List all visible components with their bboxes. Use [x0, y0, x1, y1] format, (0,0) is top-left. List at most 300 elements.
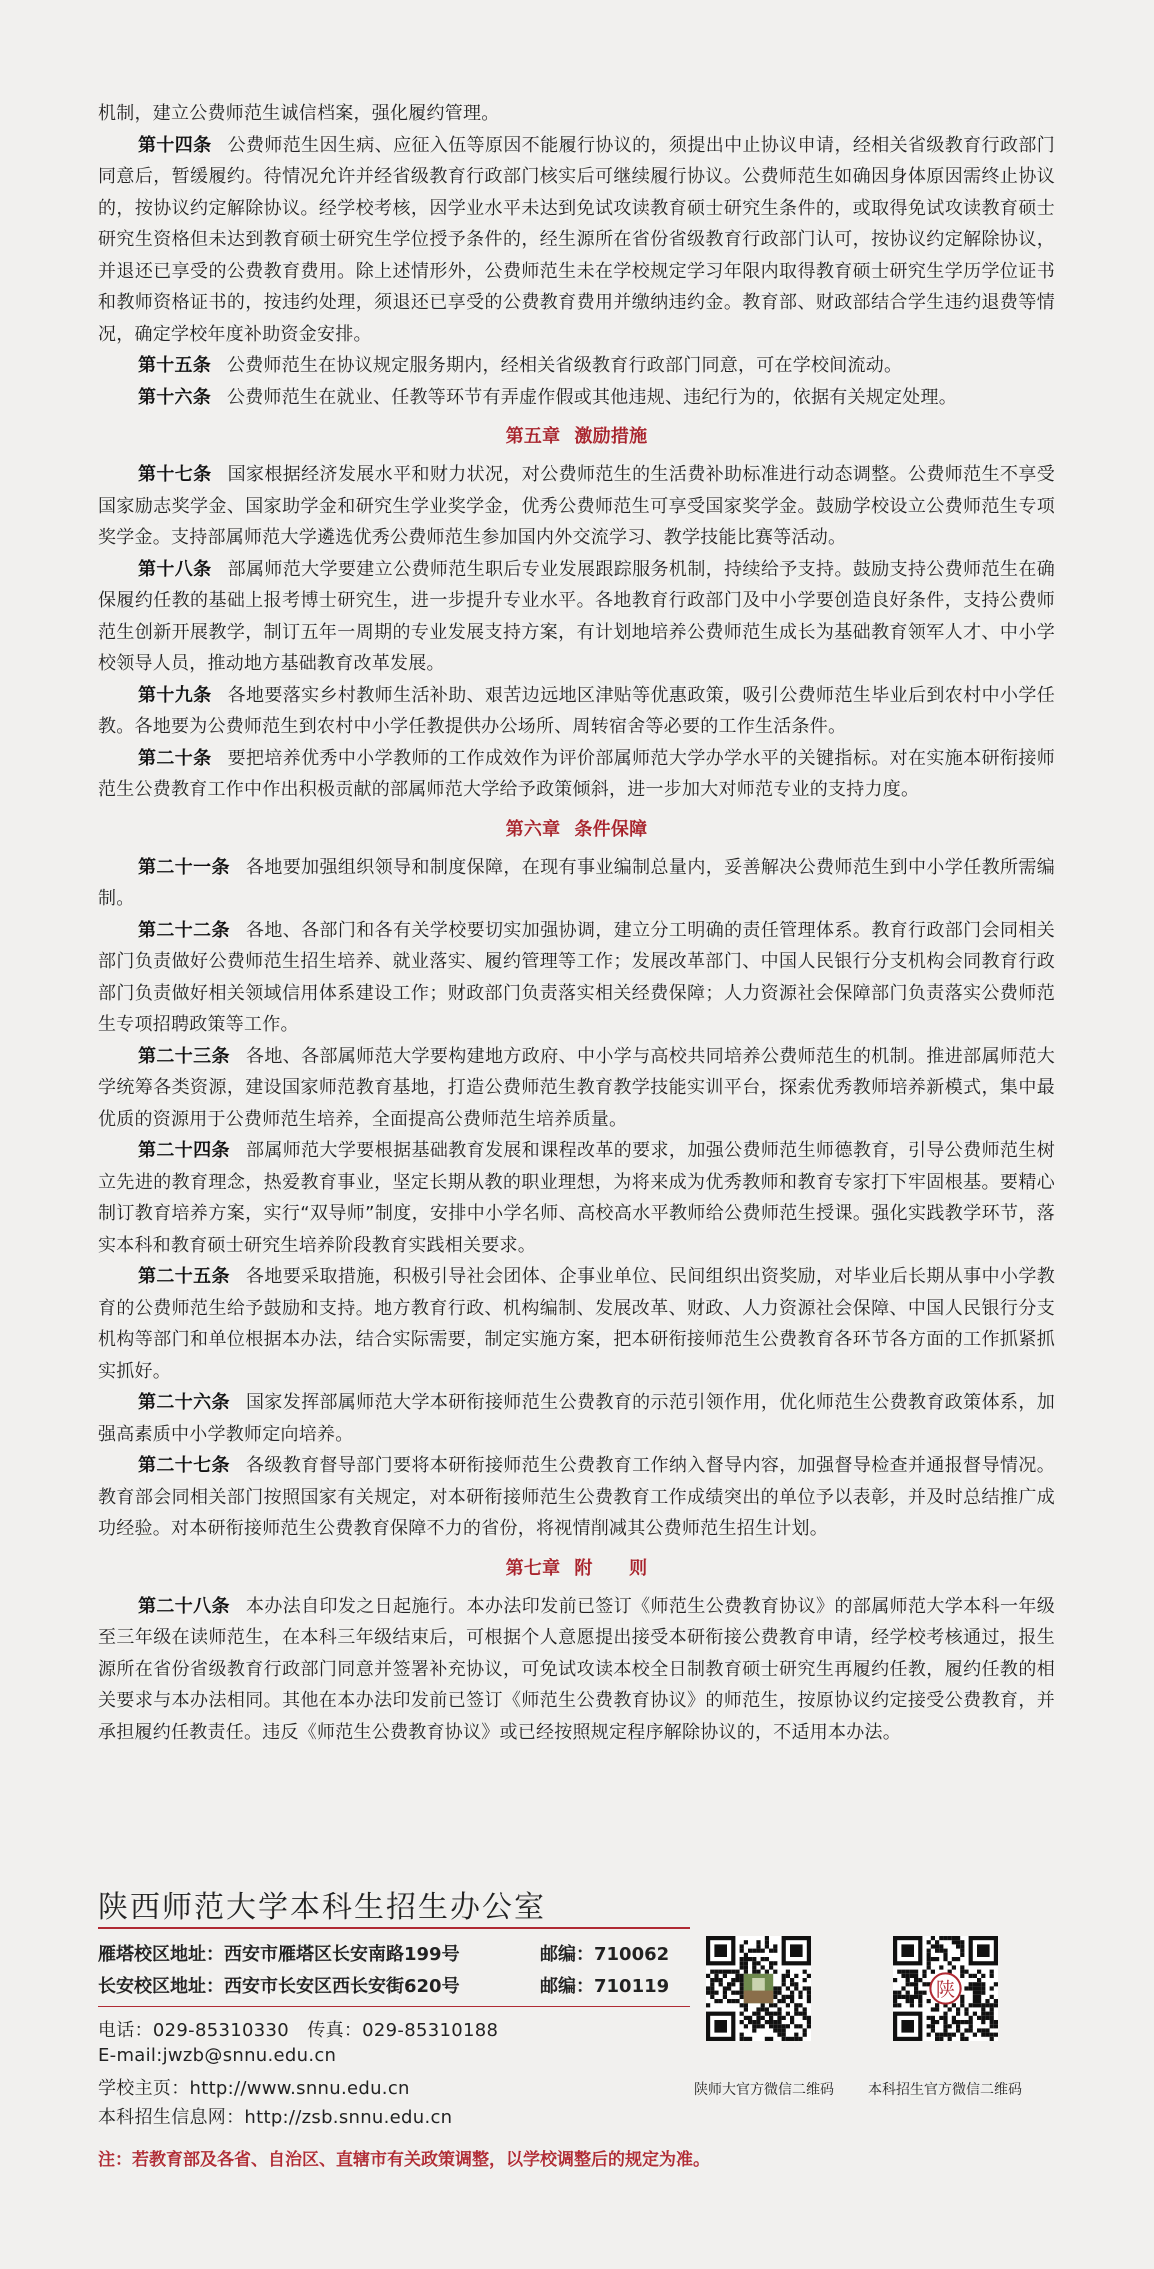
- qr-module: [985, 2033, 989, 2037]
- qr-module: [807, 1995, 811, 1999]
- article-20: [98, 743, 1055, 806]
- qr-module: [906, 1995, 910, 1999]
- article-text: 要把培养优秀中小学教师的工作成效作为评价部属师范大学办学水平的关键指标。对在实施本研衔接师范生公费教育工作中作出积极贡献的部属师范大学给予政策倾斜，进一步加大对师范专业的支持力度。: [98, 747, 1055, 800]
- qr-module: [969, 2028, 973, 2032]
- qr-module: [752, 1949, 756, 1953]
- qr-module: [761, 2024, 765, 2028]
- qr-module: [790, 1995, 794, 1999]
- qr-module: [740, 2037, 744, 2041]
- qr-module: [977, 1995, 981, 1999]
- qr-module: [769, 2037, 773, 2041]
- qr-module: [794, 2037, 798, 2041]
- qr-module: [914, 1986, 918, 1990]
- qr-module: [765, 2037, 769, 2041]
- qr-module: [761, 1957, 765, 1961]
- qr-module: [756, 2012, 760, 2016]
- qr-module: [777, 2028, 781, 2032]
- qr-module: [777, 2020, 781, 2024]
- qr-module: [756, 1970, 760, 1974]
- qr-module: [964, 2020, 968, 2024]
- qr-module: [714, 1991, 718, 1995]
- qr-module: [731, 1982, 735, 1986]
- yanta-postcode: 邮编：710062: [540, 1944, 670, 1965]
- qr-module: [769, 1965, 773, 1969]
- qr-module: [761, 1949, 765, 1953]
- email-link[interactable]: E-mail:jwzb@snnu.edu.cn: [98, 2045, 337, 2066]
- article-label: 第十八条: [138, 558, 212, 580]
- qr-module: [735, 1974, 739, 1978]
- qr-module: [901, 1986, 905, 1990]
- qr2-caption: 本科招生官方微信二维码: [868, 2082, 1022, 2098]
- qr-module: [948, 1936, 952, 1940]
- qr-module: [777, 2016, 781, 2020]
- qr-module: [960, 1999, 964, 2003]
- qr-module: [960, 1949, 964, 1953]
- qr-module: [981, 2020, 985, 2024]
- qr-module: [756, 1961, 760, 1965]
- qr-module: [719, 1982, 723, 1986]
- qr-module: [710, 1991, 714, 1995]
- qr-module: [956, 2007, 960, 2011]
- qr-module: [943, 2012, 947, 2016]
- qr-module: [735, 1999, 739, 2003]
- qr-module: [803, 2016, 807, 2020]
- qr-module: [931, 1936, 935, 1940]
- qr-module: [777, 2007, 781, 2011]
- qr-module: [973, 2033, 977, 2037]
- changan-campus-address: [98, 1972, 670, 1998]
- qr-module: [914, 1991, 918, 1995]
- qr-module: [927, 2016, 931, 2020]
- qr-module: [765, 1944, 769, 1948]
- qr-module: [990, 2012, 994, 2016]
- qr-module: [723, 1974, 727, 1978]
- qr-module: [773, 1970, 777, 1974]
- qr-module: [744, 1953, 748, 1957]
- qr-module: [740, 1957, 744, 1961]
- qr-module: [960, 2020, 964, 2024]
- qr-module: [994, 2024, 998, 2028]
- qr-module: [973, 1995, 977, 1999]
- article-label: 第二十四条: [138, 1140, 230, 1161]
- article-text: 各地要加强组织领导和制度保障，在现有事业编制总量内，妥善解决公费师范生到中小学任教所需编制。: [98, 856, 1055, 909]
- chapter-title: 条件保障: [574, 818, 648, 840]
- qr-module: [952, 2020, 956, 2024]
- qr-module: [973, 1982, 977, 1986]
- qr-module: [790, 1982, 794, 1986]
- qr-module: [960, 1995, 964, 1999]
- qr-finder-core: [901, 2020, 914, 2033]
- article-text: 各地、各部属师范大学要构建地方政府、中小学与高校共同培养公费师范生的机制。推进部属师范大学统筹各类资源，建设国家师范教育基地，打造公费师范生教育教学技能实训平台，探索优秀教师培养新模式，集中最优质的资源用于公费师范生培养，全面提高公费师范生培养质量。: [98, 1045, 1055, 1130]
- qr-module: [922, 1970, 926, 1974]
- qr-module: [939, 1936, 943, 1940]
- qr-module: [973, 2003, 977, 2007]
- qr-module: [977, 2028, 981, 2032]
- article-label: 第十五条: [138, 355, 211, 376]
- qr-module: [897, 2003, 901, 2007]
- qr-module: [943, 1949, 947, 1953]
- article-15: [98, 350, 1055, 382]
- qr-module: [985, 2003, 989, 2007]
- qr-module: [994, 2033, 998, 2037]
- qr-module: [990, 2024, 994, 2028]
- qr-module: [952, 2033, 956, 2037]
- article-text: 各级教育督导部门要将本研衔接师范生公费教育工作纳入督导内容，加强督导检查并通报督导情况。教育部会同相关部门按照国家有关规定，对本研衔接师范生公费教育工作成绩突出的单位予以表彰，并及时总结推广成功经验。对本研衔接师范生公费教育保障不力的省份，将视情削减其公费师范生招生计划。: [98, 1455, 1055, 1539]
- qr-module: [798, 1991, 802, 1995]
- qr-module: [897, 1995, 901, 1999]
- qr-module: [719, 1970, 723, 1974]
- qr-module: [786, 2037, 790, 2041]
- qr-module: [769, 2012, 773, 2016]
- qr-module: [985, 2012, 989, 2016]
- qr-module: [748, 2020, 752, 2024]
- qr-module: [927, 1940, 931, 1944]
- qr-module: [897, 1970, 901, 1974]
- office-name: 陕西师范大学本科生招生办公室: [98, 1890, 546, 1925]
- qr-module: [969, 2016, 973, 2020]
- qr-module: [786, 2024, 790, 2028]
- article-label: 第二十条: [138, 747, 212, 769]
- qr-module: [956, 2020, 960, 2024]
- qr-module: [939, 1949, 943, 1953]
- article-text: 公费师范生在协议规定服务期内，经相关省级教育行政部门同意，可在学校间流动。: [227, 355, 903, 376]
- qr-module: [798, 1995, 802, 1999]
- qr-module: [981, 1974, 985, 1978]
- qr-finder-core: [977, 1944, 990, 1957]
- qr-module: [756, 2020, 760, 2024]
- qr-module: [727, 1999, 731, 2003]
- qr-module: [740, 1986, 744, 1990]
- qr-module: [803, 1978, 807, 1982]
- phone-fax: 电话：029-85310330 传真：029-85310188: [98, 2020, 499, 2041]
- qr-module: [901, 1995, 905, 1999]
- intro-text: 机制，建立公费师范生诚信档案，强化履约管理。: [98, 103, 500, 124]
- article-label: 第二十七条: [138, 1455, 230, 1476]
- qr1-caption: 陕师大官方微信二维码: [694, 2082, 834, 2098]
- qr-module: [803, 1970, 807, 1974]
- qr-module: [918, 1978, 922, 1982]
- qr-module: [790, 1999, 794, 2003]
- qr-module: [931, 1957, 935, 1961]
- qr-module: [935, 1957, 939, 1961]
- qr-module: [956, 1936, 960, 1940]
- qr-module: [960, 2037, 964, 2041]
- article-label: 第二十六条: [138, 1392, 230, 1413]
- qr-module: [969, 1982, 973, 1986]
- qr-module: [952, 1940, 956, 1944]
- qr-module: [773, 1944, 777, 1948]
- qr-module: [744, 2037, 748, 2041]
- qr-module: [731, 1978, 735, 1982]
- qr-module: [977, 2016, 981, 2020]
- qr-module: [914, 1974, 918, 1978]
- qr-module: [906, 1970, 910, 1974]
- qr-module: [744, 1961, 748, 1965]
- chapter-number: 第七章: [505, 1557, 561, 1579]
- changan-address: 长安校区地址：西安市长安区西长安街620号: [98, 1976, 460, 1997]
- article-text: 国家根据经济发展水平和财力状况，对公费师范生的生活费补助标准进行动态调整。公费师范生不享受国家励志奖学金、国家助学金和研究生学业奖学金，优秀公费师范生可享受国家奖学金。鼓励学校设立公费师范生专项奖学金。支持部属师范大学遴选优秀公费师范生参加国内外交流学习、教学技能比赛等活动。: [98, 464, 1055, 548]
- qr-module: [773, 2003, 777, 2007]
- qr-module: [773, 2020, 777, 2024]
- qr-module: [786, 1974, 790, 1978]
- qr-module: [910, 2003, 914, 2007]
- article-text: 公费师范生在就业、任教等环节有弄虚作假或其他违规、违纪行为的，依据有关规定处理。: [227, 386, 957, 408]
- qr-finder-core: [714, 2020, 727, 2033]
- qr-module: [740, 1978, 744, 1982]
- qr-module: [723, 1986, 727, 1990]
- qr-module: [752, 2020, 756, 2024]
- qr-module: [765, 1940, 769, 1944]
- article-text: 各地、各部门和各有关学校要切实加强协调，建立分工明确的责任管理体系。教育行政部门会同相关部门负责做好公费师范生招生培养、就业落实、履约管理等工作；发展改革部门、中国人民银行分支机构会同教育行政部门负责做好相关领域信用体系建设工作；财政部门负责落实相关经费保障；人力资源社会保障部门负责落实公费师范生专项招聘政策等工作。: [98, 919, 1055, 1035]
- qr-module: [994, 2020, 998, 2024]
- qr-module: [706, 1974, 710, 1978]
- qr-module: [769, 1961, 773, 1965]
- chapter-number: 第六章: [505, 818, 561, 840]
- qr-module: [756, 2024, 760, 2028]
- qr-module: [773, 1961, 777, 1965]
- qr-module: [786, 1995, 790, 1999]
- qr-module: [985, 2028, 989, 2032]
- qr-module: [906, 1974, 910, 1978]
- qr-module: [927, 2033, 931, 2037]
- qr-module: [977, 1970, 981, 1974]
- qr-module: [782, 2028, 786, 2032]
- qr-module: [740, 2020, 744, 2024]
- qr-module: [910, 1995, 914, 1999]
- qr-module: [756, 2016, 760, 2020]
- qr-module: [719, 1978, 723, 1982]
- qr-module: [748, 2016, 752, 2020]
- qr-module: [782, 2016, 786, 2020]
- qr-module: [807, 1991, 811, 1995]
- qr-module: [790, 1978, 794, 1982]
- qr-module: [910, 1999, 914, 2003]
- qr-module: [798, 2024, 802, 2028]
- qr-module: [931, 1970, 935, 1974]
- homepage-link[interactable]: 学校主页：http://www.snnu.edu.cn: [98, 2078, 410, 2099]
- chapter-5-heading: [98, 421, 1055, 452]
- qr-module: [956, 1957, 960, 1961]
- qr-module: [786, 1970, 790, 1974]
- qr-module: [706, 1991, 710, 1995]
- qr-module: [756, 2007, 760, 2011]
- qr-module: [990, 1974, 994, 1978]
- qr-module: [956, 1940, 960, 1944]
- article-23: [98, 1041, 1055, 1136]
- qr-module: [777, 2024, 781, 2028]
- article-17: [98, 459, 1055, 554]
- qr-module: [918, 1995, 922, 1999]
- qr-module: [782, 1982, 786, 1986]
- admission-site-link[interactable]: 本科招生信息网：http://zsb.snnu.edu.cn: [98, 2107, 453, 2128]
- qr-module: [765, 1970, 769, 1974]
- qr-module: [935, 1940, 939, 1944]
- qr-module: [761, 1965, 765, 1969]
- qr-module: [794, 2012, 798, 2016]
- qr-module: [952, 1936, 956, 1940]
- qr-module: [927, 2024, 931, 2028]
- qr-module: [922, 1974, 926, 1978]
- qr-module: [964, 2028, 968, 2032]
- qr-module: [769, 2016, 773, 2020]
- qr-module: [807, 1999, 811, 2003]
- article-28: [98, 1591, 1055, 1749]
- qr-module: [952, 1965, 956, 1969]
- qr-module: [773, 1986, 777, 1990]
- qr-module: [931, 2020, 935, 2024]
- qr-module: [935, 2037, 939, 2041]
- chapter-title: 激励措施: [574, 426, 648, 447]
- article-label: 第二十五条: [138, 1266, 230, 1287]
- qr-module: [727, 1986, 731, 1990]
- qr-module: [735, 1991, 739, 1995]
- qr-module: [744, 1957, 748, 1961]
- qr-module: [981, 2003, 985, 2007]
- article-text: 公费师范生因生病、应征入伍等原因不能履行协议的，须提出中止协议申请，经相关省级教育行政部门同意后，暂缓履约。待情况允许并经省级教育行政部门核实后可继续履行协议。公费师范生如确因身体原因需终止协议的，按协议约定解除协议。经学校考核，因学业水平未达到免试攻读教育硕士研究生条件的，或取得免试攻读教育硕士研究生资格但未达到教育硕士研究生学位授予条件的，经生源所在省份省级教育行政部门认可，按协议约定解除协议，并退还已享受的公费教育费用。除上述情形外，公费师范生未在学校规定学习年限内取得教育硕士研究生学历学位证书和教师资格证书的，按违约处理，须退还已享受的公费教育费用并缴纳违约金。教育部、财政部结合学生违约退费等情况，确定学校年度补助资金安排。: [98, 134, 1055, 345]
- qr-module: [782, 1999, 786, 2003]
- qr-module: [773, 1991, 777, 1995]
- qr-module: [752, 1970, 756, 1974]
- qr-module: [927, 1999, 931, 2003]
- article-text: 各地要采取措施，积极引导社会团体、企事业单位、民间组织出资奖励，对毕业后长期从事中小学教育的公费师范生给予鼓励和支持。地方教育行政、机构编制、发展改革、财政、人力资源社会保障、中国人民银行分支机构等部门和单位根据本办法，结合实际需要，制定实施方案，把本研衔接师范生公费教育各环节各方面的工作抓紧抓实抓好。: [98, 1266, 1055, 1382]
- qr-module: [740, 2003, 744, 2007]
- qr-module: [960, 2003, 964, 2007]
- qr-module: [777, 2033, 781, 2037]
- qr-module: [893, 1999, 897, 2003]
- qr-module: [981, 2028, 985, 2032]
- qr-module: [752, 1957, 756, 1961]
- qr-module: [794, 2033, 798, 2037]
- qr-module: [969, 1986, 973, 1990]
- qr-module: [977, 1999, 981, 2003]
- article-22: [98, 915, 1055, 1041]
- article-label: 第十四条: [138, 134, 212, 156]
- qr-module: [782, 2024, 786, 2028]
- qr-module: [794, 2003, 798, 2007]
- qr-module: [773, 1949, 777, 1953]
- qr-module: [927, 1961, 931, 1965]
- qr-module: [807, 2020, 811, 2024]
- qr-module: [803, 2012, 807, 2016]
- qr-module: [777, 1999, 781, 2003]
- qr-module: [773, 1995, 777, 1999]
- qr-module: [731, 1991, 735, 1995]
- qr-module: [893, 1978, 897, 1982]
- qr-module: [948, 2033, 952, 2037]
- qr-module: [714, 1978, 718, 1982]
- qr-module: [803, 2033, 807, 2037]
- qr-module: [710, 1982, 714, 1986]
- qr-module: [969, 1974, 973, 1978]
- qr-module: [977, 1991, 981, 1995]
- qr-module: [994, 1982, 998, 1986]
- qr-module: [956, 2012, 960, 2016]
- article-26: [98, 1387, 1055, 1450]
- article-label: 第二十一条: [138, 856, 230, 878]
- qr-module: [706, 1986, 710, 1990]
- qr-module: [765, 2012, 769, 2016]
- qr-module: [740, 2012, 744, 2016]
- qr-module: [948, 1961, 952, 1965]
- qr-module: [973, 1999, 977, 2003]
- qr-module: [710, 1978, 714, 1982]
- qr-module: [943, 1936, 947, 1940]
- qr-module: [981, 2007, 985, 2011]
- qr-module: [990, 1970, 994, 1974]
- qr-module: [893, 1991, 897, 1995]
- qr-module: [723, 1970, 727, 1974]
- qr-module: [943, 1953, 947, 1957]
- article-text: 国家发挥部属师范大学本研衔接师范生公费教育的示范引领作用，优化师范生公费教育政策体系，加强高素质中小学教师定向培养。: [98, 1392, 1055, 1445]
- article-16: [98, 382, 1055, 414]
- qr-module: [914, 1995, 918, 1999]
- qr-module: [786, 2012, 790, 2016]
- qr-module: [969, 2020, 973, 2024]
- qr-module: [939, 1965, 943, 1969]
- qr-module: [939, 2037, 943, 2041]
- changan-postcode: 邮编：710119: [540, 1976, 670, 1997]
- qr-module: [782, 2037, 786, 2041]
- qr-module: [740, 1961, 744, 1965]
- qr-module: [710, 1986, 714, 1990]
- qr-module: [956, 2024, 960, 2028]
- qr-module: [807, 2016, 811, 2020]
- qr-module: [769, 1949, 773, 1953]
- qr-module: [960, 2033, 964, 2037]
- qr-module: [918, 1991, 922, 1995]
- qr-module: [740, 2033, 744, 2037]
- qr-module: [803, 2028, 807, 2032]
- qr-module: [761, 2016, 765, 2020]
- qr-module: [727, 1982, 731, 1986]
- qr-code-icon: [893, 1936, 998, 2041]
- qr-module: [973, 1991, 977, 1995]
- qr-module: [943, 1957, 947, 1961]
- chapter-title: 附 则: [574, 1557, 648, 1579]
- qr-module: [786, 1986, 790, 1990]
- qr-module: [906, 1978, 910, 1982]
- qr-module: [893, 2003, 897, 2007]
- article-label: 第十九条: [138, 684, 212, 706]
- article-14: [98, 130, 1055, 351]
- qr-module: [714, 1970, 718, 1974]
- qr-module: [790, 2037, 794, 2041]
- qr-module: [803, 1986, 807, 1990]
- qr-module: [981, 2033, 985, 2037]
- qr-module: [744, 2016, 748, 2020]
- qr-module: [740, 1974, 744, 1978]
- qr-module: [765, 1936, 769, 1940]
- qr-module: [914, 1970, 918, 1974]
- article-label: 第十六条: [138, 386, 211, 408]
- qr-module: [794, 1974, 798, 1978]
- qr-module: [769, 2020, 773, 2024]
- qr-module: [990, 2020, 994, 2024]
- qr-module: [943, 2024, 947, 2028]
- qr-module: [735, 1978, 739, 1982]
- qr-module: [948, 2024, 952, 2028]
- qr-module: [990, 1995, 994, 1999]
- qr-module: [794, 1986, 798, 1990]
- qr-module: [744, 1965, 748, 1969]
- qr-module: [897, 1991, 901, 1995]
- article-18: [98, 554, 1055, 680]
- qr-module: [906, 1982, 910, 1986]
- qr-module: [773, 2012, 777, 2016]
- qr-module: [744, 2024, 748, 2028]
- qr-module: [906, 1991, 910, 1995]
- qr-module: [935, 1944, 939, 1948]
